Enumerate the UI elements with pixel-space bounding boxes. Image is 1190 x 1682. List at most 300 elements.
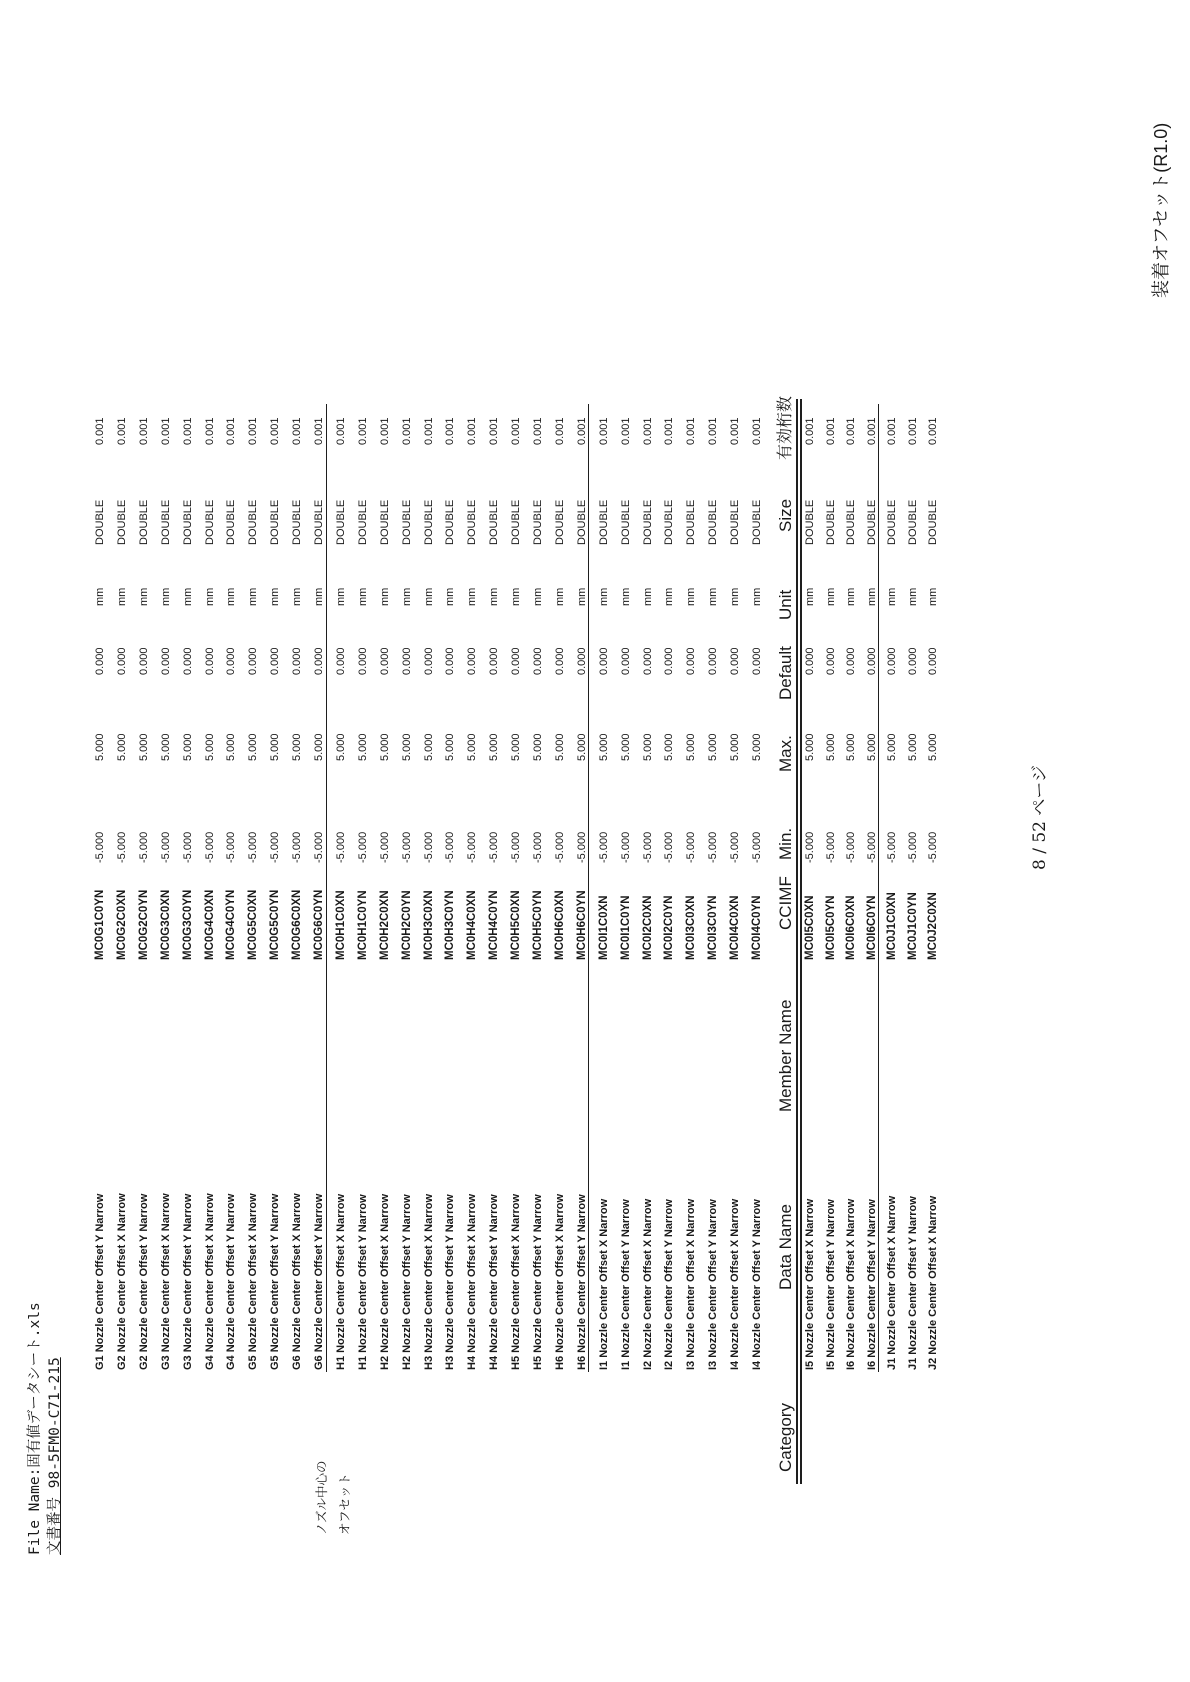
max-cell: 5.000 bbox=[824, 733, 837, 761]
data-name-cell: J2 Nozzle Center Offset X Narrow bbox=[927, 1195, 939, 1370]
member-name-cell: MC0J1C0XN bbox=[886, 892, 898, 960]
max-cell: 5.000 bbox=[94, 733, 106, 761]
default-cell: 0.000 bbox=[181, 647, 194, 675]
size-cell: DOUBLE bbox=[575, 499, 588, 545]
max-cell: 5.000 bbox=[115, 733, 128, 761]
header-unit: Unit bbox=[776, 589, 795, 620]
data-name-cell: H1 Nozzle Center Offset X Narrow bbox=[334, 1193, 347, 1370]
digits-cell: 0.001 bbox=[247, 417, 260, 445]
member-name-cell: MC0H3C0XN bbox=[422, 890, 435, 960]
member-name-cell: MC0H6C0YN bbox=[575, 890, 588, 960]
default-cell: 0.000 bbox=[906, 647, 919, 675]
member-name-cell: MC0H2C0YN bbox=[400, 890, 413, 960]
min-cell: -5.000 bbox=[313, 831, 325, 863]
header-default: Default bbox=[776, 646, 795, 700]
digits-cell: 0.001 bbox=[845, 417, 857, 445]
file-name: File Name:固有値データシート.xls bbox=[27, 1302, 43, 1555]
size-cell: DOUBLE bbox=[927, 499, 939, 545]
max-cell: 5.000 bbox=[707, 733, 720, 761]
size-cell: DOUBLE bbox=[444, 499, 457, 545]
min-cell: -5.000 bbox=[159, 831, 172, 863]
table-row bbox=[705, 362, 721, 1682]
min-cell: -5.000 bbox=[510, 831, 523, 863]
digits-cell: 0.001 bbox=[356, 417, 369, 445]
max-cell: 5.000 bbox=[663, 733, 676, 761]
min-cell: -5.000 bbox=[553, 831, 566, 863]
table-row bbox=[749, 362, 765, 1682]
min-cell: -5.000 bbox=[225, 831, 238, 863]
table-row bbox=[399, 362, 415, 1682]
group-separator bbox=[878, 404, 879, 1372]
default-cell: 0.000 bbox=[313, 647, 325, 675]
table-row bbox=[884, 362, 900, 1682]
default-cell: 0.000 bbox=[575, 647, 588, 675]
min-cell: -5.000 bbox=[729, 831, 742, 863]
header-min: Min. bbox=[776, 827, 795, 860]
member-name-cell: MC0G3C0XN bbox=[159, 889, 172, 960]
min-cell: -5.000 bbox=[444, 831, 457, 863]
min-cell: -5.000 bbox=[532, 831, 544, 863]
default-cell: 0.000 bbox=[291, 647, 304, 675]
max-cell: 5.000 bbox=[510, 733, 523, 761]
max-cell: 5.000 bbox=[532, 733, 544, 761]
default-cell: 0.000 bbox=[804, 647, 816, 675]
data-name-cell: I3 Nozzle Center Offset X Narrow bbox=[685, 1198, 698, 1370]
size-cell: DOUBLE bbox=[641, 499, 654, 545]
max-cell: 5.000 bbox=[444, 733, 457, 761]
unit-cell: mm bbox=[532, 587, 544, 606]
table-row bbox=[661, 362, 677, 1682]
digits-cell: 0.001 bbox=[729, 417, 742, 445]
data-name-cell: I6 Nozzle Center Offset X Narrow bbox=[845, 1198, 857, 1370]
data-name-cell: H6 Nozzle Center Offset X Narrow bbox=[553, 1193, 566, 1370]
unit-cell: mm bbox=[824, 587, 837, 606]
table-row bbox=[377, 362, 393, 1682]
digits-cell: 0.001 bbox=[663, 417, 676, 445]
member-name-cell: MC0I3C0YN bbox=[707, 895, 720, 960]
data-name-cell: J1 Nozzle Center Offset X Narrow bbox=[886, 1195, 898, 1370]
group-separator bbox=[588, 404, 589, 1372]
digits-cell: 0.001 bbox=[804, 417, 816, 445]
digits-cell: 0.001 bbox=[886, 417, 898, 445]
default-cell: 0.000 bbox=[422, 647, 435, 675]
table-row bbox=[136, 362, 152, 1682]
member-name-cell: MC0I6C0XN bbox=[845, 895, 857, 960]
unit-cell: mm bbox=[906, 587, 919, 606]
sheet-name: 装着オフセット(R1.0) bbox=[1151, 122, 1171, 298]
member-name-cell: MC0J1C0YN bbox=[906, 892, 919, 960]
category-label-line-2: オフセット bbox=[338, 1472, 352, 1535]
digits-cell: 0.001 bbox=[685, 417, 698, 445]
member-name-cell: MC0H2C0XN bbox=[378, 890, 391, 960]
unit-cell: mm bbox=[115, 587, 128, 606]
size-cell: DOUBLE bbox=[663, 499, 676, 545]
table-row bbox=[180, 362, 196, 1682]
default-cell: 0.000 bbox=[707, 647, 720, 675]
member-name-cell: MC0I6C0YN bbox=[865, 895, 878, 960]
header-category: Category bbox=[776, 1403, 795, 1472]
size-cell: DOUBLE bbox=[313, 499, 325, 545]
size-cell: DOUBLE bbox=[906, 499, 919, 545]
table-row bbox=[640, 362, 656, 1682]
min-cell: -5.000 bbox=[663, 831, 676, 863]
header-member-name: Member Name bbox=[776, 999, 795, 1112]
default-cell: 0.000 bbox=[356, 647, 369, 675]
member-name-cell: MC0H5C0YN bbox=[532, 890, 544, 960]
default-cell: 0.000 bbox=[203, 647, 216, 675]
table-row bbox=[530, 362, 546, 1682]
digits-cell: 0.001 bbox=[203, 417, 216, 445]
data-name-cell: H1 Nozzle Center Offset Y Narrow bbox=[356, 1194, 369, 1370]
unit-cell: mm bbox=[804, 587, 816, 606]
max-cell: 5.000 bbox=[334, 733, 347, 761]
max-cell: 5.000 bbox=[927, 733, 939, 761]
member-name-cell: MC0I2C0YN bbox=[663, 895, 676, 960]
size-cell: DOUBLE bbox=[685, 499, 698, 545]
default-cell: 0.000 bbox=[444, 647, 457, 675]
unit-cell: mm bbox=[553, 587, 566, 606]
size-cell: DOUBLE bbox=[553, 499, 566, 545]
min-cell: -5.000 bbox=[269, 831, 282, 863]
min-cell: -5.000 bbox=[356, 831, 369, 863]
member-name-cell: MC0I5C0XN bbox=[804, 895, 816, 960]
min-cell: -5.000 bbox=[203, 831, 216, 863]
data-name-cell: I2 Nozzle Center Offset Y Narrow bbox=[663, 1199, 676, 1370]
size-cell: DOUBLE bbox=[378, 499, 391, 545]
max-cell: 5.000 bbox=[729, 733, 742, 761]
size-cell: DOUBLE bbox=[247, 499, 260, 545]
digits-cell: 0.001 bbox=[444, 417, 457, 445]
default-cell: 0.000 bbox=[466, 647, 479, 675]
data-name-cell: G5 Nozzle Center Offset Y Narrow bbox=[269, 1193, 282, 1370]
digits-cell: 0.001 bbox=[597, 417, 610, 445]
header-size: Size bbox=[776, 498, 795, 532]
table-row bbox=[355, 362, 371, 1682]
default-cell: 0.000 bbox=[510, 647, 523, 675]
min-cell: -5.000 bbox=[804, 831, 816, 863]
unit-cell: mm bbox=[422, 587, 435, 606]
size-cell: DOUBLE bbox=[203, 499, 216, 545]
default-cell: 0.000 bbox=[137, 647, 150, 675]
member-name-cell: MC0G4C0YN bbox=[225, 889, 238, 960]
digits-cell: 0.001 bbox=[181, 417, 194, 445]
table-row bbox=[486, 362, 502, 1682]
min-cell: -5.000 bbox=[247, 831, 260, 863]
digits-cell: 0.001 bbox=[906, 417, 919, 445]
unit-cell: mm bbox=[685, 587, 698, 606]
min-cell: -5.000 bbox=[291, 831, 304, 863]
digits-cell: 0.001 bbox=[313, 417, 325, 445]
default-cell: 0.000 bbox=[927, 647, 939, 675]
min-cell: -5.000 bbox=[927, 831, 939, 863]
table-row bbox=[442, 362, 458, 1682]
max-cell: 5.000 bbox=[751, 733, 763, 761]
max-cell: 5.000 bbox=[225, 733, 238, 761]
table-row bbox=[267, 362, 283, 1682]
default-cell: 0.000 bbox=[378, 647, 391, 675]
unit-cell: mm bbox=[865, 587, 878, 606]
member-name-cell: MC0G1C0YN bbox=[94, 889, 106, 960]
digits-cell: 0.001 bbox=[488, 417, 501, 445]
digits-cell: 0.001 bbox=[225, 417, 238, 445]
data-name-cell: H4 Nozzle Center Offset Y Narrow bbox=[488, 1194, 501, 1370]
data-name-cell: H2 Nozzle Center Offset Y Narrow bbox=[400, 1194, 413, 1370]
max-cell: 5.000 bbox=[159, 733, 172, 761]
default-cell: 0.000 bbox=[488, 647, 501, 675]
table-row bbox=[245, 362, 261, 1682]
table-row bbox=[552, 362, 568, 1682]
default-cell: 0.000 bbox=[865, 647, 878, 675]
member-name-cell: MC0G5C0XN bbox=[247, 889, 260, 960]
unit-cell: mm bbox=[137, 587, 150, 606]
default-cell: 0.000 bbox=[115, 647, 128, 675]
table-row bbox=[202, 362, 218, 1682]
size-cell: DOUBLE bbox=[291, 499, 304, 545]
table-row bbox=[727, 362, 743, 1682]
size-cell: DOUBLE bbox=[865, 499, 878, 545]
unit-cell: mm bbox=[313, 587, 325, 606]
default-cell: 0.000 bbox=[225, 647, 238, 675]
max-cell: 5.000 bbox=[181, 733, 194, 761]
unit-cell: mm bbox=[886, 587, 898, 606]
min-cell: -5.000 bbox=[845, 831, 857, 863]
min-cell: -5.000 bbox=[181, 831, 194, 863]
header-double-rule bbox=[800, 399, 802, 1484]
max-cell: 5.000 bbox=[247, 733, 260, 761]
group-separator bbox=[326, 404, 327, 1372]
size-cell: DOUBLE bbox=[751, 499, 763, 545]
max-cell: 5.000 bbox=[400, 733, 413, 761]
min-cell: -5.000 bbox=[707, 831, 720, 863]
table-row bbox=[311, 362, 327, 1682]
digits-cell: 0.001 bbox=[378, 417, 391, 445]
min-cell: -5.000 bbox=[619, 831, 632, 863]
default-cell: 0.000 bbox=[597, 647, 610, 675]
default-cell: 0.000 bbox=[553, 647, 566, 675]
default-cell: 0.000 bbox=[400, 647, 413, 675]
max-cell: 5.000 bbox=[137, 733, 150, 761]
size-cell: DOUBLE bbox=[159, 499, 172, 545]
min-cell: -5.000 bbox=[641, 831, 654, 863]
max-cell: 5.000 bbox=[269, 733, 282, 761]
min-cell: -5.000 bbox=[94, 831, 106, 863]
max-cell: 5.000 bbox=[804, 733, 816, 761]
digits-cell: 0.001 bbox=[269, 417, 282, 445]
min-cell: -5.000 bbox=[824, 831, 837, 863]
member-name-cell: MC0I1C0XN bbox=[597, 895, 610, 960]
data-name-cell: G6 Nozzle Center Offset X Narrow bbox=[291, 1193, 304, 1370]
unit-cell: mm bbox=[729, 587, 742, 606]
default-cell: 0.000 bbox=[334, 647, 347, 675]
data-name-cell: G4 Nozzle Center Offset X Narrow bbox=[203, 1193, 216, 1370]
min-cell: -5.000 bbox=[422, 831, 435, 863]
default-cell: 0.000 bbox=[824, 647, 837, 675]
data-name-cell: G2 Nozzle Center Offset Y Narrow bbox=[137, 1193, 150, 1370]
member-name-cell: MC0G6C0XN bbox=[291, 889, 304, 960]
default-cell: 0.000 bbox=[729, 647, 742, 675]
header-data-name: Data Name bbox=[776, 1204, 795, 1290]
table-row bbox=[92, 362, 108, 1682]
min-cell: -5.000 bbox=[751, 831, 763, 863]
default-cell: 0.000 bbox=[269, 647, 282, 675]
table-row bbox=[223, 362, 239, 1682]
table-row bbox=[905, 362, 921, 1682]
table-row bbox=[843, 362, 859, 1682]
default-cell: 0.000 bbox=[94, 647, 106, 675]
size-cell: DOUBLE bbox=[115, 499, 128, 545]
max-cell: 5.000 bbox=[641, 733, 654, 761]
size-cell: DOUBLE bbox=[422, 499, 435, 545]
unit-cell: mm bbox=[575, 587, 588, 606]
size-cell: DOUBLE bbox=[400, 499, 413, 545]
header-ccimf: CCIMF bbox=[776, 876, 795, 930]
table-row bbox=[421, 362, 437, 1682]
min-cell: -5.000 bbox=[466, 831, 479, 863]
unit-cell: mm bbox=[707, 587, 720, 606]
digits-cell: 0.001 bbox=[751, 417, 763, 445]
min-cell: -5.000 bbox=[137, 831, 150, 863]
max-cell: 5.000 bbox=[575, 733, 588, 761]
member-name-cell: MC0H5C0XN bbox=[510, 890, 523, 960]
table-row bbox=[925, 362, 941, 1682]
data-name-cell: J1 Nozzle Center Offset Y Narrow bbox=[906, 1196, 919, 1370]
size-cell: DOUBLE bbox=[334, 499, 347, 545]
min-cell: -5.000 bbox=[685, 831, 698, 863]
data-name-cell: G1 Nozzle Center Offset Y Narrow bbox=[94, 1193, 106, 1370]
data-name-cell: G2 Nozzle Center Offset X Narrow bbox=[115, 1193, 128, 1370]
member-name-cell: MC0H6C0XN bbox=[553, 890, 566, 960]
data-name-cell: I5 Nozzle Center Offset X Narrow bbox=[804, 1198, 816, 1370]
max-cell: 5.000 bbox=[378, 733, 391, 761]
member-name-cell: MC0G3C0YN bbox=[181, 889, 194, 960]
max-cell: 5.000 bbox=[488, 733, 501, 761]
min-cell: -5.000 bbox=[597, 831, 610, 863]
table-row bbox=[464, 362, 480, 1682]
max-cell: 5.000 bbox=[886, 733, 898, 761]
min-cell: -5.000 bbox=[886, 831, 898, 863]
unit-cell: mm bbox=[845, 587, 857, 606]
data-name-cell: H3 Nozzle Center Offset X Narrow bbox=[422, 1193, 435, 1370]
member-name-cell: MC0I3C0XN bbox=[685, 895, 698, 960]
data-name-cell: G3 Nozzle Center Offset X Narrow bbox=[159, 1193, 172, 1370]
table-row bbox=[618, 362, 634, 1682]
unit-cell: mm bbox=[400, 587, 413, 606]
member-name-cell: MC0H4C0XN bbox=[466, 890, 479, 960]
unit-cell: mm bbox=[291, 587, 304, 606]
min-cell: -5.000 bbox=[865, 831, 878, 863]
unit-cell: mm bbox=[663, 587, 676, 606]
digits-cell: 0.001 bbox=[707, 417, 720, 445]
data-name-cell: G5 Nozzle Center Offset X Narrow bbox=[247, 1193, 260, 1370]
header-digits: 有効桁数 bbox=[777, 395, 794, 460]
min-cell: -5.000 bbox=[488, 831, 501, 863]
max-cell: 5.000 bbox=[291, 733, 304, 761]
unit-cell: mm bbox=[181, 587, 194, 606]
data-name-cell: G6 Nozzle Center Offset Y Narrow bbox=[313, 1193, 325, 1370]
digits-cell: 0.001 bbox=[824, 417, 837, 445]
digits-cell: 0.001 bbox=[422, 417, 435, 445]
default-cell: 0.000 bbox=[685, 647, 698, 675]
data-name-cell: H5 Nozzle Center Offset Y Narrow bbox=[532, 1194, 544, 1370]
member-name-cell: MC0G5C0YN bbox=[269, 889, 282, 960]
data-name-cell: I4 Nozzle Center Offset Y Narrow bbox=[751, 1199, 763, 1370]
min-cell: -5.000 bbox=[575, 831, 588, 863]
default-cell: 0.000 bbox=[751, 647, 763, 675]
unit-cell: mm bbox=[510, 587, 523, 606]
member-name-cell: MC0H3C0YN bbox=[444, 890, 457, 960]
data-name-cell: H3 Nozzle Center Offset Y Narrow bbox=[444, 1194, 457, 1370]
size-cell: DOUBLE bbox=[824, 499, 837, 545]
member-name-cell: MC0H4C0YN bbox=[488, 890, 501, 960]
size-cell: DOUBLE bbox=[707, 499, 720, 545]
size-cell: DOUBLE bbox=[597, 499, 610, 545]
data-name-cell: H6 Nozzle Center Offset Y Narrow bbox=[575, 1194, 588, 1370]
document-number: 文書番号 98-5FM0-C71-215 bbox=[47, 1357, 63, 1555]
unit-cell: mm bbox=[356, 587, 369, 606]
table-row bbox=[683, 362, 699, 1682]
header-double-rule bbox=[796, 399, 798, 1484]
default-cell: 0.000 bbox=[886, 647, 898, 675]
min-cell: -5.000 bbox=[378, 831, 391, 863]
max-cell: 5.000 bbox=[466, 733, 479, 761]
digits-cell: 0.001 bbox=[159, 417, 172, 445]
data-name-cell: H2 Nozzle Center Offset X Narrow bbox=[378, 1193, 391, 1370]
data-name-cell: G4 Nozzle Center Offset Y Narrow bbox=[225, 1193, 238, 1370]
member-name-cell: MC0G2C0YN bbox=[137, 889, 150, 960]
table-row bbox=[596, 362, 612, 1682]
max-cell: 5.000 bbox=[553, 733, 566, 761]
unit-cell: mm bbox=[378, 587, 391, 606]
size-cell: DOUBLE bbox=[137, 499, 150, 545]
default-cell: 0.000 bbox=[619, 647, 632, 675]
max-cell: 5.000 bbox=[356, 733, 369, 761]
size-cell: DOUBLE bbox=[466, 499, 479, 545]
table-row bbox=[114, 362, 130, 1682]
unit-cell: mm bbox=[247, 587, 260, 606]
digits-cell: 0.001 bbox=[137, 417, 150, 445]
page-number: 8 / 52 ページ bbox=[1030, 764, 1050, 870]
digits-cell: 0.001 bbox=[400, 417, 413, 445]
digits-cell: 0.001 bbox=[641, 417, 654, 445]
size-cell: DOUBLE bbox=[356, 499, 369, 545]
digits-cell: 0.001 bbox=[619, 417, 632, 445]
size-cell: DOUBLE bbox=[510, 499, 523, 545]
default-cell: 0.000 bbox=[641, 647, 654, 675]
max-cell: 5.000 bbox=[865, 733, 878, 761]
unit-cell: mm bbox=[203, 587, 216, 606]
unit-cell: mm bbox=[597, 587, 610, 606]
max-cell: 5.000 bbox=[422, 733, 435, 761]
max-cell: 5.000 bbox=[906, 733, 919, 761]
unit-cell: mm bbox=[225, 587, 238, 606]
max-cell: 5.000 bbox=[619, 733, 632, 761]
default-cell: 0.000 bbox=[247, 647, 260, 675]
member-name-cell: MC0I2C0XN bbox=[641, 895, 654, 960]
size-cell: DOUBLE bbox=[845, 499, 857, 545]
size-cell: DOUBLE bbox=[804, 499, 816, 545]
member-name-cell: MC0G2C0XN bbox=[115, 889, 128, 960]
unit-cell: mm bbox=[269, 587, 282, 606]
table-row bbox=[508, 362, 524, 1682]
member-name-cell: MC0J2C0XN bbox=[927, 892, 939, 960]
size-cell: DOUBLE bbox=[181, 499, 194, 545]
digits-cell: 0.001 bbox=[553, 417, 566, 445]
size-cell: DOUBLE bbox=[225, 499, 238, 545]
table-row bbox=[158, 362, 174, 1682]
max-cell: 5.000 bbox=[845, 733, 857, 761]
unit-cell: mm bbox=[751, 587, 763, 606]
default-cell: 0.000 bbox=[532, 647, 544, 675]
